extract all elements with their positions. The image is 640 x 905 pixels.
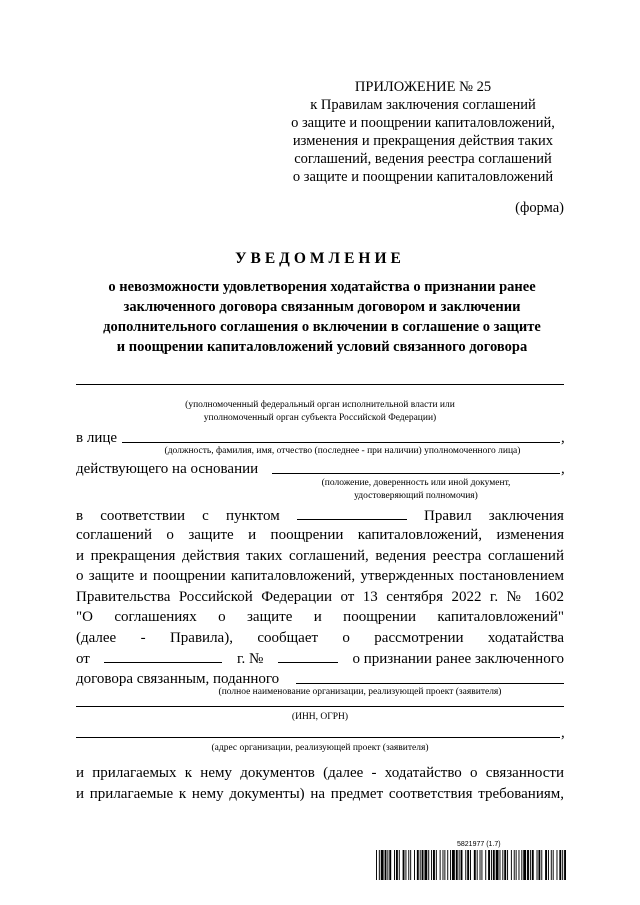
document-subtitle (80, 277, 564, 357)
basis-label: действующего на основании (76, 461, 259, 477)
appendix-line: о защите и поощрении капиталовложений (292, 169, 554, 185)
comma: , (561, 725, 565, 741)
body-line: и прилагаемые к нему документы) на предмет соответствия требованиям, (76, 786, 564, 802)
body-line: и прекращения действия таких соглашений, ведения реестра соглашений (76, 548, 564, 564)
body-line: Правительства Российской Федерации от 13 сентября 2022 г. № 1602 (76, 589, 564, 605)
authority-caption: уполномоченный орган субъекта Российской Федерации) (203, 413, 437, 423)
appendix-line: о защите и поощрении капиталовложений, (291, 115, 555, 131)
petition-number-field[interactable] (278, 648, 338, 663)
appendix-title: ПРИЛОЖЕНИЕ № 25 (354, 79, 492, 95)
body-line: "О соглашениях о защите и поощрении капиталовложений" (76, 609, 564, 625)
body-line: от г. № о признании ранее заключенного (76, 648, 564, 670)
subtitle-line: и поощрении капиталовложений условий связанного договора (116, 339, 528, 355)
document-title: УВЕДОМЛЕНИЕ (235, 250, 405, 267)
comma: , (561, 461, 565, 477)
body-line: соглашений о защите и поощрении капиталовложений, изменения (76, 527, 564, 543)
clause-number-field[interactable] (297, 505, 407, 520)
barcode-number: 5821977 (1.7) (457, 841, 501, 848)
body-line: договора связанным, поданного (76, 671, 280, 687)
appendix-line: к Правилам заключения соглашений (310, 97, 536, 113)
address-field[interactable] (76, 737, 560, 738)
barcode-icon (376, 850, 566, 880)
body-line: в соответствии с пунктом Правил заключения (76, 505, 564, 527)
in-person-label: в лице (76, 430, 118, 446)
organization-caption: (полное наименование организации, реализующей проект (заявителя) (218, 687, 502, 697)
official-field[interactable] (122, 442, 560, 443)
official-caption: (должность, фамилия, имя, отчество (последнее - при наличии) уполномоченного лица) (164, 446, 521, 456)
body-line: (далее - Правила), сообщает о рассмотрении ходатайства (76, 630, 564, 646)
basis-caption: удостоверяющий полномочия) (354, 491, 478, 501)
body-line: о защите и поощрении капиталовложений, утвержденных постановлением (76, 568, 564, 584)
basis-caption: (положение, доверенность или иной документ, (321, 478, 511, 488)
inn-ogrn-caption: (ИНН, ОГРН) (291, 712, 349, 722)
petition-date-field[interactable] (104, 648, 222, 663)
authority-caption: (уполномоченный федеральный орган исполнительной власти или (185, 400, 455, 410)
basis-field[interactable] (272, 473, 560, 474)
body-line: и прилагаемых к нему документов (далее - ходатайство о связанности (76, 765, 564, 781)
organization-field[interactable] (296, 683, 564, 684)
address-caption: (адрес организации, реализующей проект (заявителя) (211, 743, 429, 753)
comma: , (561, 430, 565, 446)
authority-field[interactable] (76, 384, 564, 385)
subtitle-line: заключенного договора связанным договором и заключении (123, 299, 521, 315)
subtitle-line: о невозможности удовлетворения ходатайства о признании ранее (108, 279, 536, 295)
inn-ogrn-field[interactable] (76, 706, 564, 707)
subtitle-line: дополнительного соглашения о включении в соглашение о защите (103, 319, 541, 335)
appendix-line: соглашений, ведения реестра соглашений (294, 151, 552, 167)
appendix-line: изменения и прекращения действия таких (292, 133, 554, 149)
form-label: (форма) (515, 200, 564, 216)
